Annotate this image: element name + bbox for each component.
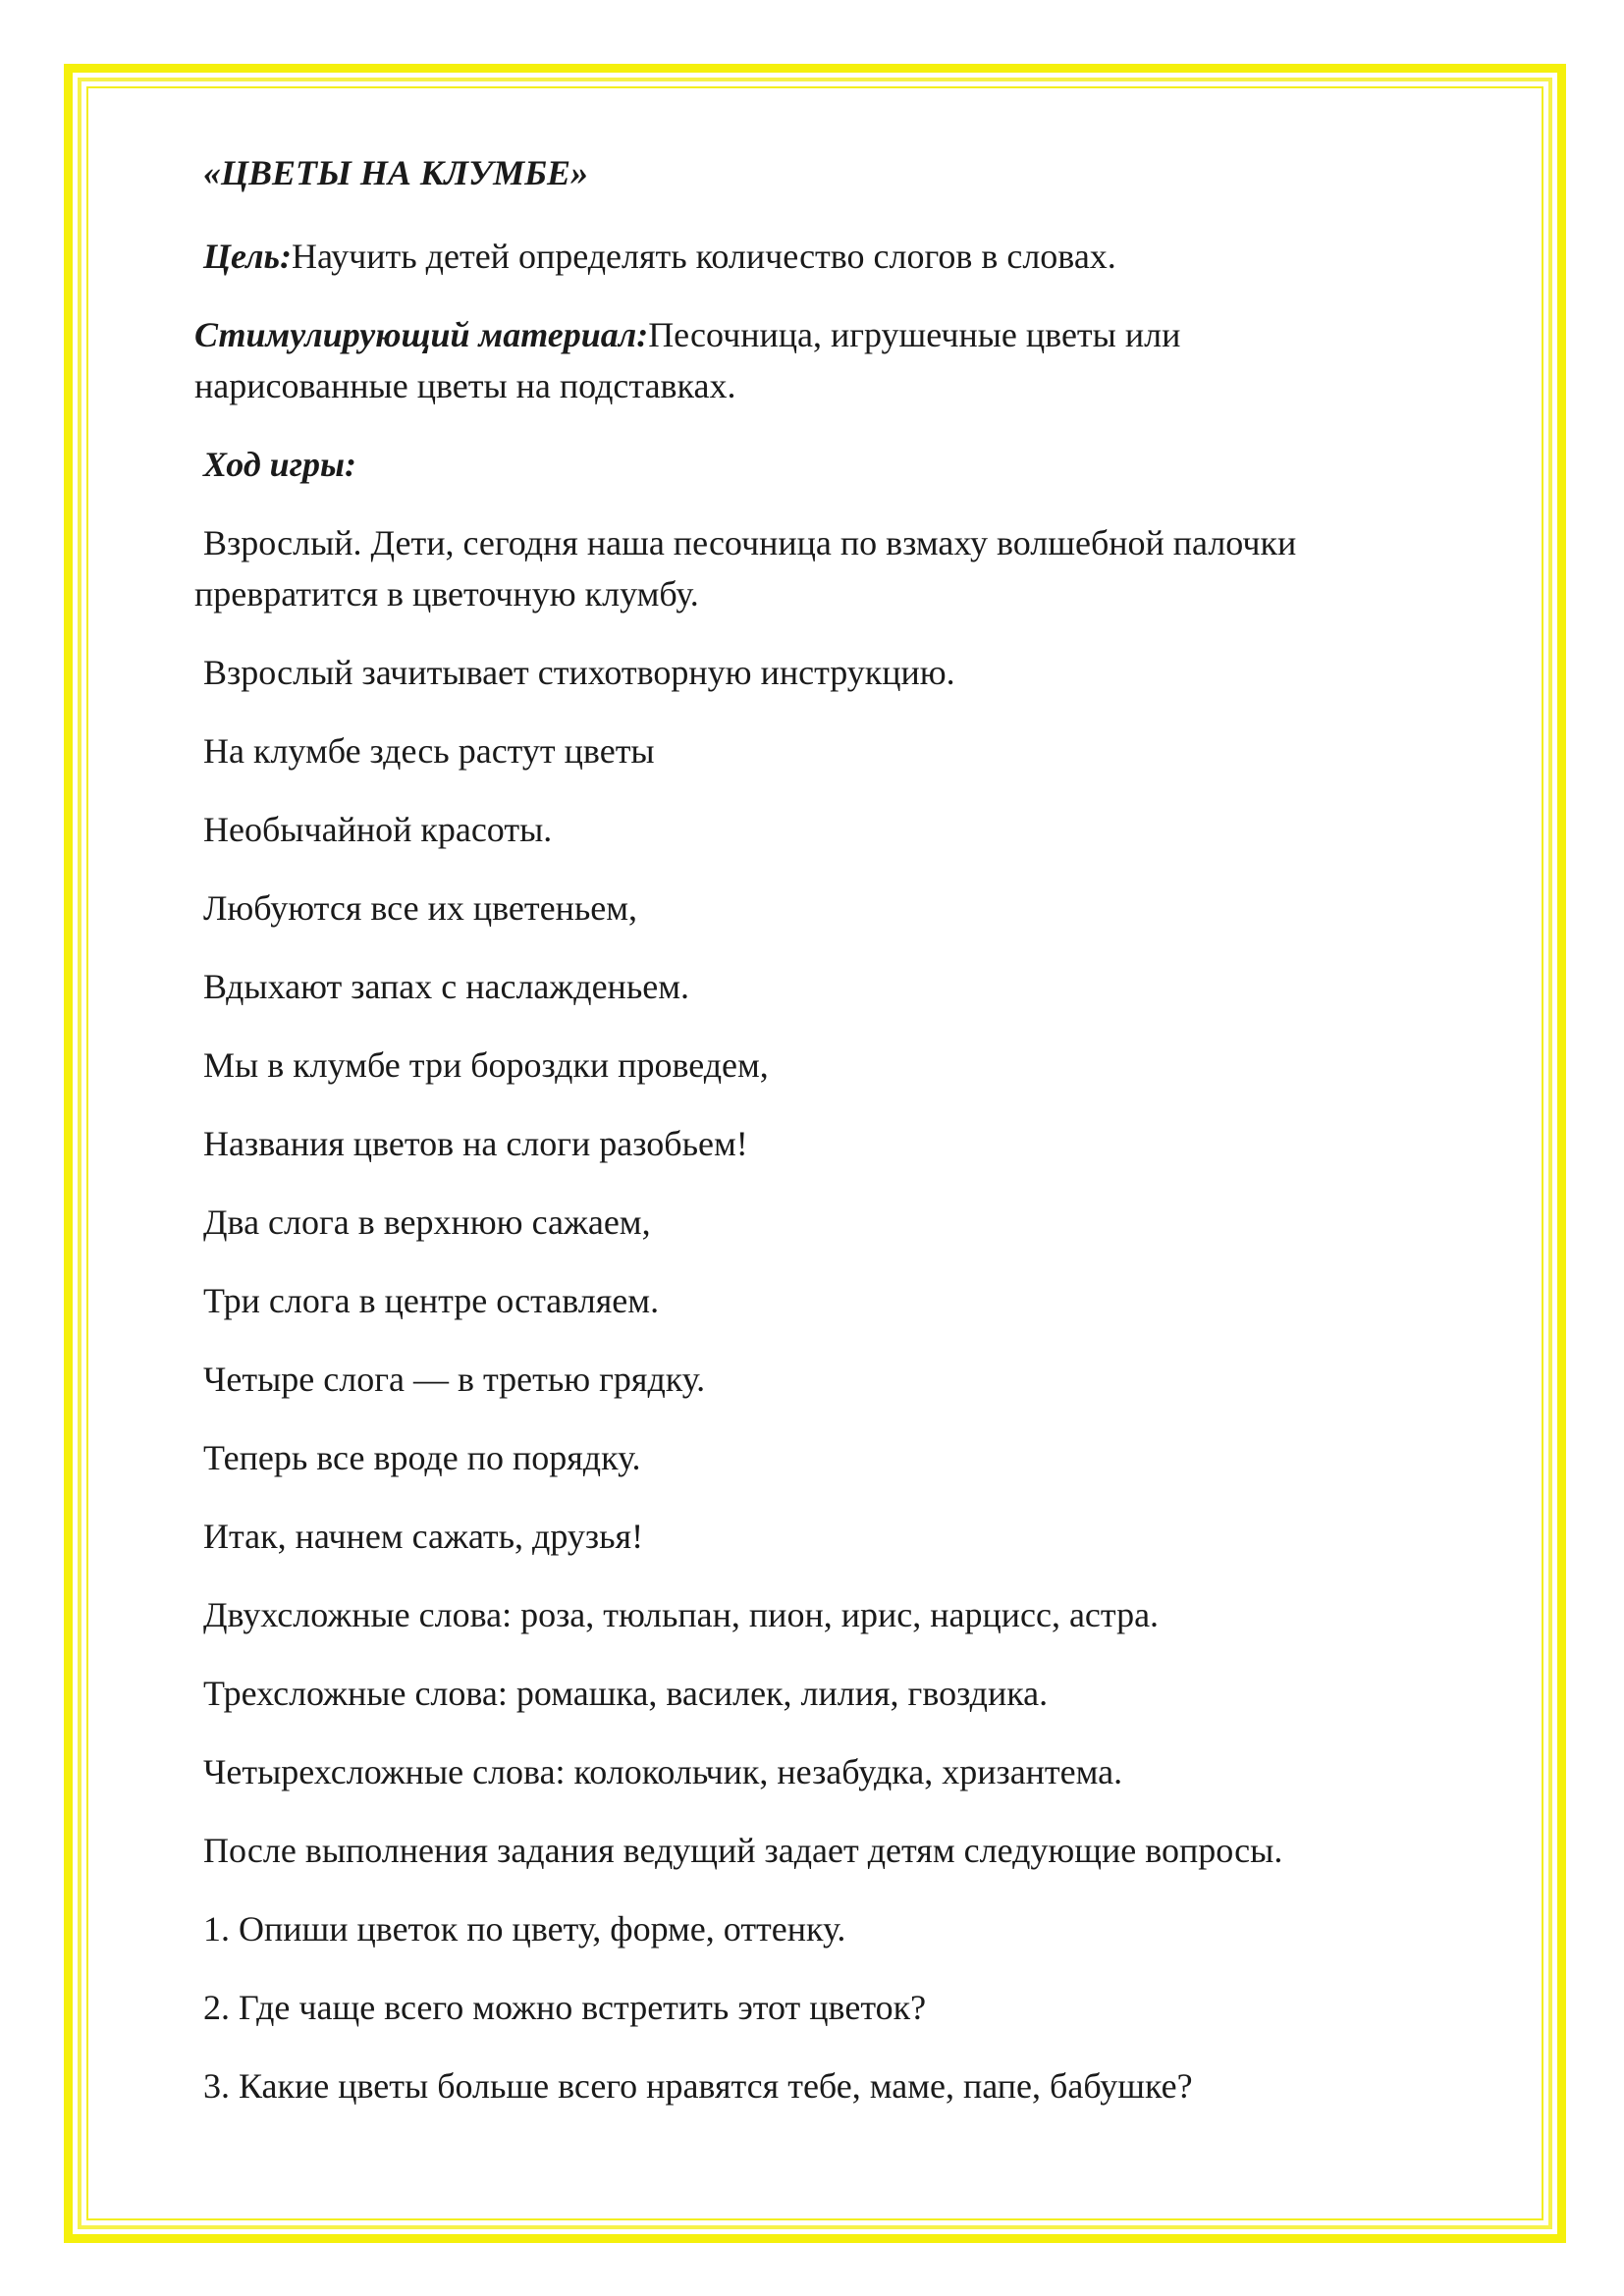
material-text: Песочница, игрушечные цветы или xyxy=(648,315,1181,354)
text-line: Вдыхают запах с наслажденьем. xyxy=(203,967,689,1006)
goal-label: Цель: xyxy=(203,237,292,276)
goal-text: Научить детей определять количество слогов в словах. xyxy=(292,237,1116,276)
text-line: Названия цветов на слоги разобьем! xyxy=(203,1124,748,1163)
text-line: Взрослый зачитывает стихотворную инструкцию. xyxy=(203,653,955,692)
text-line: Три слога в центре оставляем. xyxy=(203,1281,660,1320)
text-line: Два слога в верхнюю сажаем, xyxy=(203,1202,651,1242)
text-line: Четыре слога — в третью грядку. xyxy=(203,1360,706,1399)
text-line: Мы в клумбе три бороздки проведем, xyxy=(203,1045,769,1085)
text-line: На клумбе здесь растут цветы xyxy=(203,731,655,771)
text-line: Двухсложные слова: роза, тюльпан, пион, ирис, нарцисс, астра. xyxy=(203,1595,1160,1634)
text-line: 3. Какие цветы больше всего нравятся тебе, маме, папе, бабушке? xyxy=(203,2066,1193,2106)
material-label: Стимулирующий материал: xyxy=(194,315,649,354)
course-label: Ход игры: xyxy=(203,445,356,484)
text-line: Четырехсложные слова: колокольчик, незабудка, хризантема. xyxy=(203,1752,1123,1791)
text-line: Теперь все вроде по порядку. xyxy=(203,1438,641,1477)
text-line: Любуются все их цветеньем, xyxy=(203,888,638,928)
intro-line-1: Взрослый. Дети, сегодня наша песочница по взмаху волшебной палочки xyxy=(203,523,1297,562)
material-paragraph xyxy=(194,309,1432,360)
text-line: 2. Где чаще всего можно встретить этот цветок? xyxy=(203,1988,927,2027)
material-text-cont: нарисованные цветы на подставках. xyxy=(194,366,736,405)
document-title: «ЦВЕТЫ НА КЛУМБЕ» xyxy=(203,153,588,192)
goal-paragraph xyxy=(194,231,1440,282)
text-line: 1. Опиши цветок по цвету, форме, оттенку. xyxy=(203,1909,846,1949)
intro-line-2: превратится в цветочную клумбу. xyxy=(194,574,699,614)
text-line: После выполнения задания ведущий задает детям следующие вопросы. xyxy=(203,1831,1283,1870)
text-line: Необычайной красоты. xyxy=(203,810,553,849)
text-line: Итак, начнем сажать, друзья! xyxy=(203,1517,644,1556)
text-line: Трехсложные слова: ромашка, василек, лилия, гвоздика. xyxy=(203,1674,1049,1713)
